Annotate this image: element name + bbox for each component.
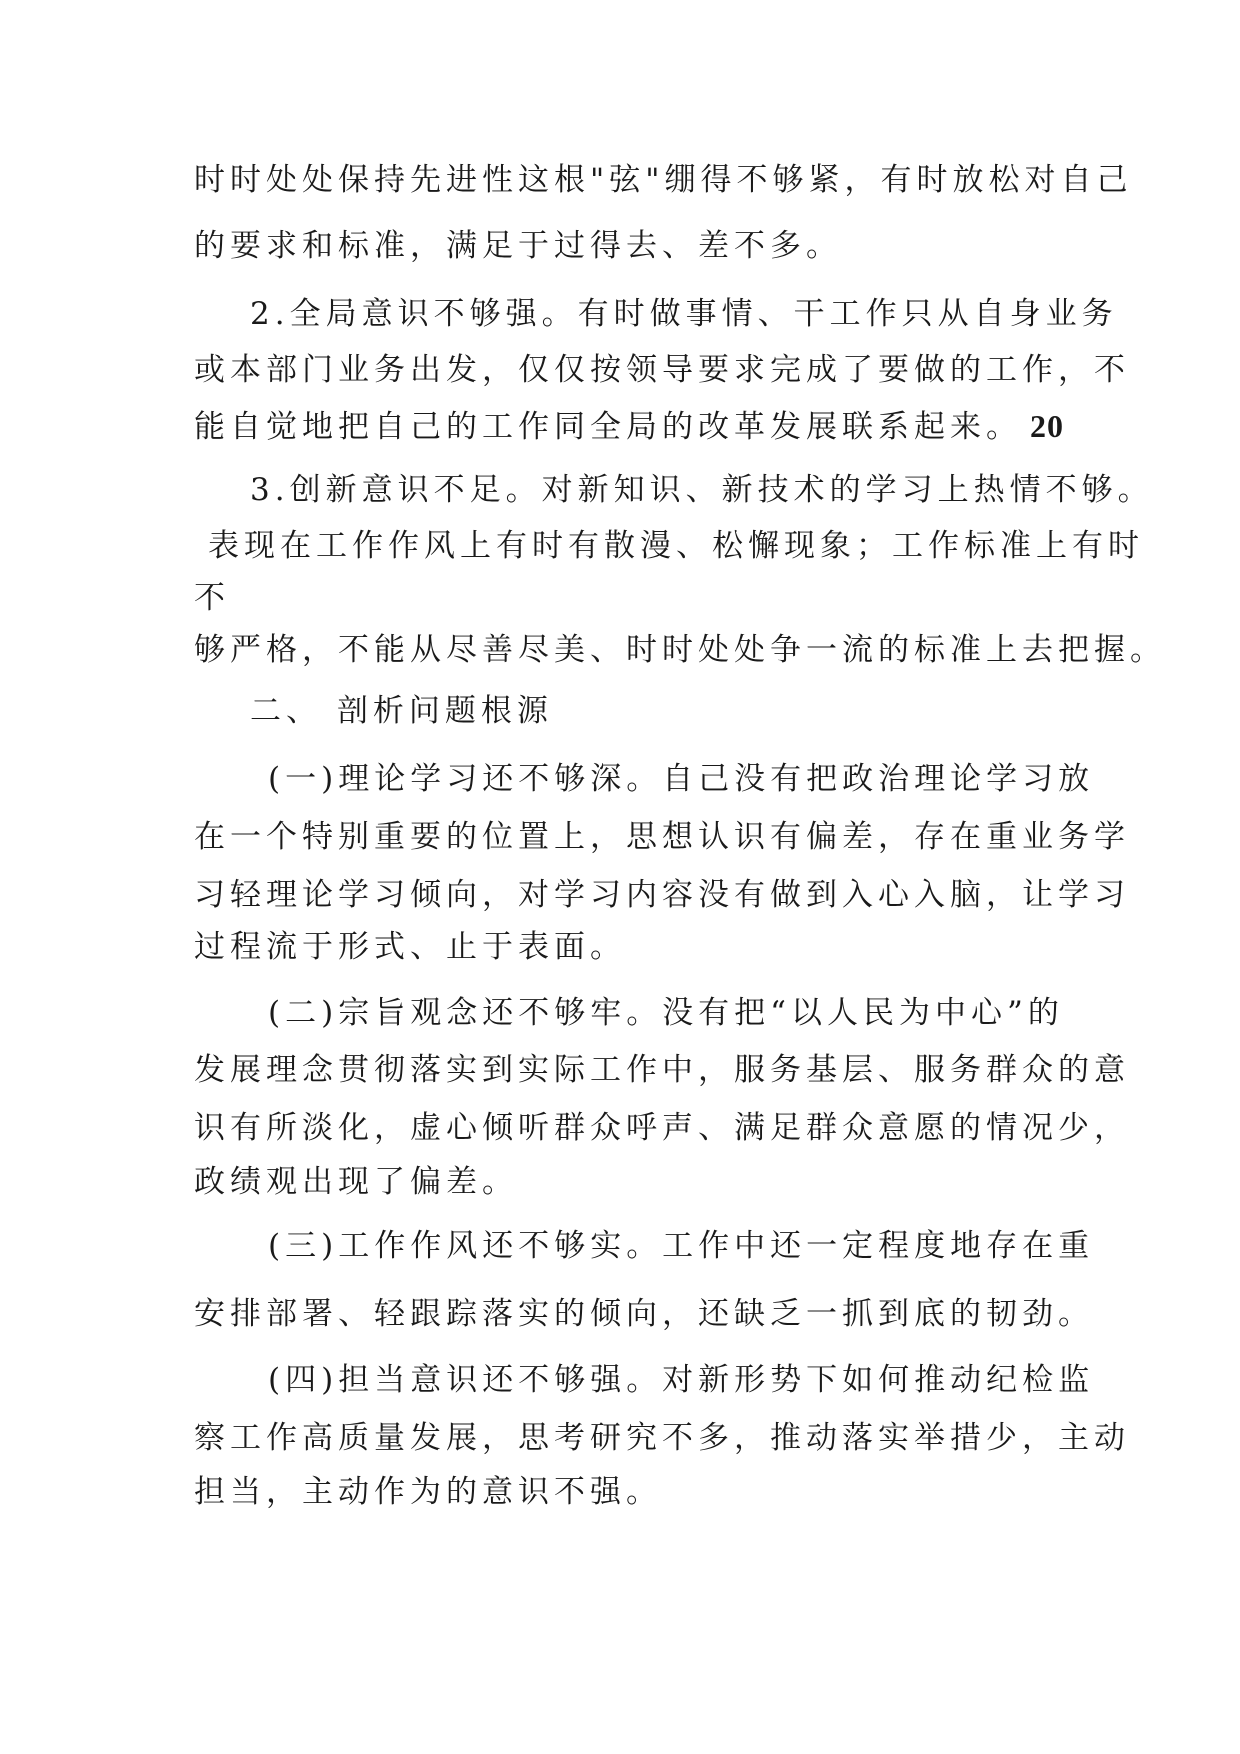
text-line: 够严格，不能从尽善尽美、时时处处争一流的标准上去把握。 bbox=[194, 632, 1166, 668]
text-line: 担当，主动作为的意识不强。 bbox=[194, 1474, 662, 1510]
text-line: 习轻理论学习倾向，对学习内容没有做到入心入脑，让学习 bbox=[194, 877, 1130, 913]
text-line: 表现在工作作风上有时有散漫、松懈现象；工作标准上有时 bbox=[208, 528, 1144, 564]
text-line: 识有所淡化，虚心倾听群众呼声、满足群众意愿的情况少， bbox=[194, 1110, 1130, 1146]
text-line bbox=[194, 406, 1064, 447]
text-line: 2.全局意识不够强。有时做事情、干工作只从自身业务 bbox=[250, 296, 1118, 332]
text-line: 3.创新意识不足。对新知识、新技术的学习上热情不够。 bbox=[250, 472, 1154, 508]
page-number: 20 bbox=[1030, 408, 1064, 444]
text-line: (二)宗旨观念还不够牢。没有把“以人民为中心”的 bbox=[268, 995, 1064, 1031]
text-line-content: 能自觉地把自己的工作同全局的改革发展联系起来。 bbox=[194, 409, 1022, 445]
text-line: 发展理念贯彻落实到实际工作中，服务基层、服务群众的意 bbox=[194, 1052, 1130, 1088]
text-line: 在一个特别重要的位置上，思想认识有偏差，存在重业务学 bbox=[194, 819, 1130, 855]
section-heading: 二、 剖析问题根源 bbox=[250, 693, 553, 729]
text-line: 政绩观出现了偏差。 bbox=[194, 1164, 518, 1200]
text-line: (一)理论学习还不够深。自己没有把政治理论学习放 bbox=[268, 761, 1095, 797]
text-line: 察工作高质量发展，思考研究不多，推动落实举措少，主动 bbox=[194, 1420, 1130, 1456]
text-line: 过程流于形式、止于表面。 bbox=[194, 929, 626, 965]
text-line: 或本部门业务出发，仅仅按领导要求完成了要做的工作，不 bbox=[194, 352, 1130, 388]
text-line: 时时处处保持先进性这根"弦"绷得不够紧，有时放松对自己 bbox=[194, 162, 1133, 198]
text-line: 不 bbox=[194, 580, 230, 616]
text-line: 的要求和标准，满足于过得去、差不多。 bbox=[194, 228, 842, 264]
text-line: (四)担当意识还不够强。对新形势下如何推动纪检监 bbox=[268, 1362, 1095, 1398]
text-line: 安排部署、轻跟踪落实的倾向，还缺乏一抓到底的韧劲。 bbox=[194, 1296, 1094, 1332]
text-line: (三)工作作风还不够实。工作中还一定程度地存在重 bbox=[268, 1228, 1095, 1264]
